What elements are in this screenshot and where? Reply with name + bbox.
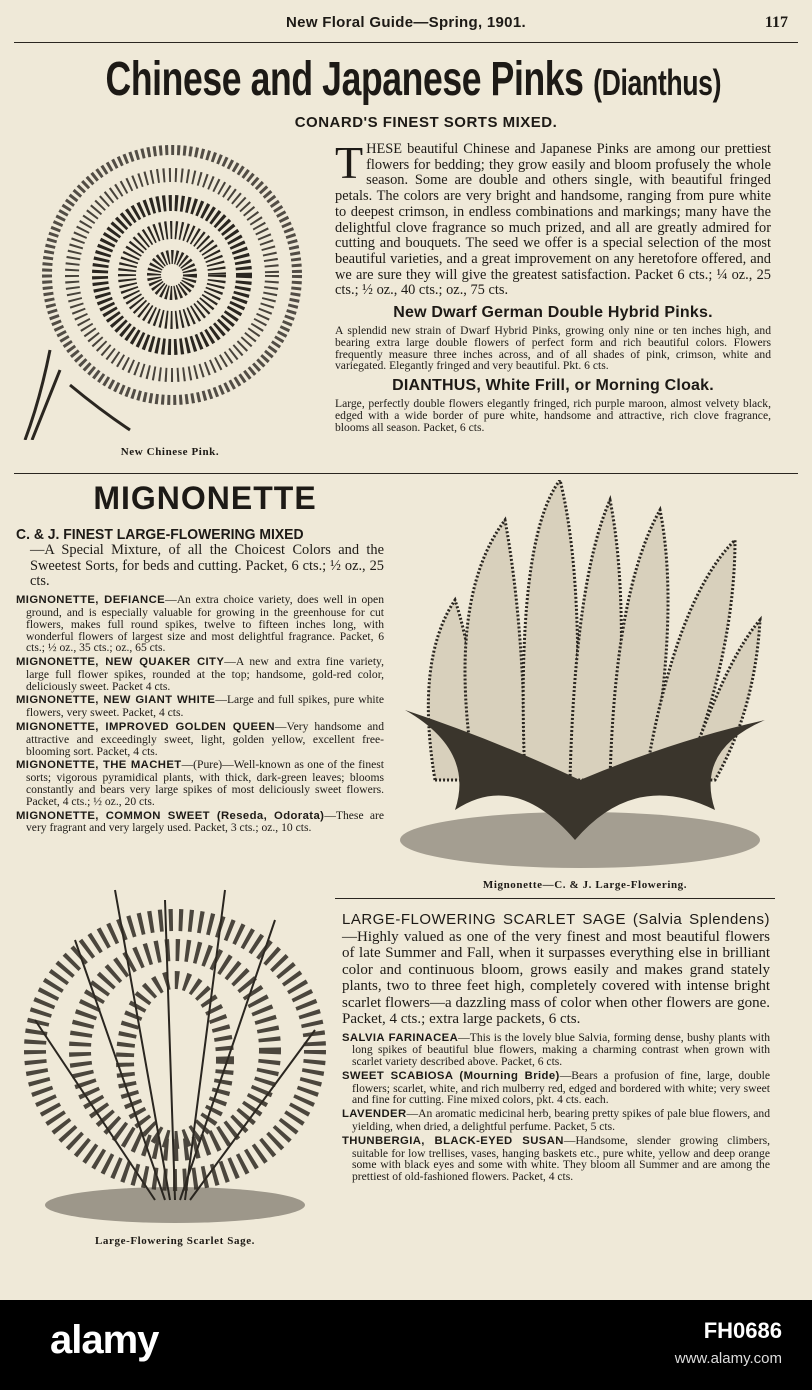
- entry-name: MIGNONETTE, THE MACHET: [16, 759, 182, 772]
- entry-text: —Handsome, slender growing climbers, suitable for low trellises, vases, hanging baskets etc., pure white, yellow and deep orange some with black eyes and some with white. They bloom all Summer and are among the prettiest of old-fashioned flowers. Packet, 4 cts.: [352, 1133, 771, 1184]
- entry-name: SWEET SCABIOSA (Mourning Bride): [342, 1069, 560, 1082]
- section-rule: [14, 473, 798, 474]
- entry-text: —An aromatic medicinal herb, bearing pretty spikes of pale blue flowers, and yielding, when dried, a delightful perfume. Packet, 5 cts.: [352, 1107, 770, 1134]
- entry-text: —These are very fragrant and very largely used. Packet, 3 cts.; oz., 10 cts.: [26, 808, 385, 835]
- mignonette-illustration: [395, 480, 773, 875]
- chinese-pink-caption: New Chinese Pink.: [120, 446, 220, 458]
- alamy-logo: alamy: [50, 1318, 159, 1362]
- entry-name: SALVIA FARINACEA: [342, 1031, 459, 1044]
- scarlet-sage-caption: Large-Flowering Scarlet Sage.: [94, 1235, 256, 1247]
- pinks-intro: HESE beautiful Chinese and Japanese Pinks are among our prettiest flowers for bedding; they grow easily and bloom profusely the whole season. Some are double and others single, with beautiful fringed petals. The colors are very bright and handsome, ranging from pure white to deepest crimson, in endless combinations and markings; many have the delightful clove fragrance so much prized, and all are greatly admired for cutting and bouquets. The seed we offer is a special selection of the most beautiful varieties, and a great improvement on any heretofore offered, and we are sure they will give the greatest satisfaction. Packet 6 cts.; ¼ oz., 25 cts.; ½ oz., 40 cts.; oz., 75 cts.: [335, 141, 771, 299]
- catalog-entry: [16, 810, 384, 835]
- catalog-entry: [342, 1108, 770, 1133]
- dwarf-pinks-text: A splendid new strain of Dwarf Hybrid Pinks, growing only nine or ten inches high, and bearing extra large double flowers of perfect form and rich beautiful colors. Flowers frequently measure three inches across, and of all shades of pink, crimson, white and variegated. Elegantly fringed and very beautiful. Pkt. 6 cts.: [335, 324, 771, 373]
- mixed-text: —A Special Mixture, of all the Choicest Colors and the Sweetest Sorts, for beds and cutting. Packet, 6 cts.; ½ oz., 25 cts.: [30, 542, 384, 590]
- watermark-url: www.alamy.com: [674, 1350, 782, 1367]
- entry-text: —This is the lovely blue Salvia, forming dense, bushy plants with long spikes of beautiful blue flowers, making a charming contrast when grown with scarlet variety described above. Packet, 6 cts.: [352, 1030, 770, 1069]
- page-title: [105, 52, 722, 107]
- drop-cap: T: [335, 137, 364, 188]
- catalog-entry: [342, 1070, 770, 1106]
- entry-name: MIGNONETTE, NEW GIANT WHITE: [16, 694, 216, 707]
- catalog-entry: [342, 1135, 770, 1183]
- dwarf-pinks-heading: New Dwarf German Double Hybrid Pinks.: [393, 304, 713, 322]
- scarlet-sage-illustration: [15, 880, 333, 1230]
- white-frill-text: Large, perfectly double flowers elegantly fringed, rich purple maroon, almost velvety black, edged with a wide border of pure white, handsome and attractive, rich clove fragrance, blooms all season. Packet, 6 cts.: [335, 397, 771, 434]
- mignonette-heading: MIGNONETTE: [93, 480, 317, 516]
- page-number: 117: [764, 14, 788, 31]
- mignonette-list: [16, 526, 384, 836]
- subtitle: CONARD'S FINEST SORTS MIXED.: [294, 114, 558, 131]
- title-scientific: (Dianthus): [593, 62, 722, 103]
- entry-text: —Large and full spikes, pure white flowers, very sweet. Packet, 4 cts.: [26, 693, 384, 720]
- entry-text: —An extra choice variety, does well in open ground, and is especially valuable for growing in the greenhouse for cut flowers, makes full round spikes, twelve to fifteen inches long, with wonderful flowers of largest size and most delightful fragrance. Packet, 6 cts.; ½ oz., 35 cts.; oz., 65 cts.: [26, 593, 384, 655]
- entry-name: MIGNONETTE, DEFIANCE: [16, 594, 166, 607]
- catalog-entry: [16, 721, 384, 757]
- header-rule: [14, 42, 798, 43]
- entry-name: LAVENDER: [342, 1108, 407, 1121]
- sage-rule: [335, 898, 775, 899]
- sage-section: [342, 912, 770, 1185]
- catalog-entry: [16, 594, 384, 654]
- catalog-entry: [16, 759, 384, 807]
- sage-text: —Highly valued as one of the very finest and most beautiful flowers of late Summer and Fall, when it surpasses everything else in brilliant color and continuous bloom, grows easily and makes grand stately plants, two to three feet high, completely covered with intense bright scarlet flowers—a dazzling mass of color when other flowers are gone. Packet, 4 cts.; extra large packets, 6 cts.: [342, 928, 770, 1027]
- entry-name: THUNBERGIA, BLACK-EYED SUSAN: [342, 1134, 564, 1147]
- catalog-entry: [16, 694, 384, 719]
- catalog-entry: [342, 1032, 770, 1068]
- sage-heading: LARGE-FLOWERING SCARLET SAGE (Salvia Splendens): [342, 911, 770, 928]
- entry-name: MIGNONETTE, IMPROVED GOLDEN QUEEN: [16, 721, 275, 734]
- entry-text: —(Pure)—Well-known as one of the finest sorts; vigorous pyramidical plants, with thick, dark-green leaves; blooms constantly and bears very large spikes of most deliciously sweet flowers. Packet, 4 cts.; ½ oz., 20 cts.: [26, 758, 384, 808]
- image-id: FH0686: [703, 1318, 782, 1343]
- chinese-pink-illustration: [20, 140, 320, 440]
- title-main: Chinese and Japanese Pinks: [105, 53, 584, 106]
- pinks-description: [335, 137, 771, 434]
- entry-text: —Bears a profusion of fine, large, double flowers; scarlet, white, and rich mulberry red, edged and bordered with white; very sweet and fine for cutting. Fine mixed colors, pkt. 4 cts. each.: [352, 1068, 770, 1107]
- entry-text: —Very handsome and attractive and exceedingly sweet, light, golden yellow, excellent free-blooming sort. Packet, 4 cts.: [26, 720, 385, 758]
- mixed-heading: C. & J. FINEST LARGE-FLOWERING MIXED: [16, 526, 304, 543]
- running-title: New Floral Guide—Spring, 1901.: [286, 14, 526, 31]
- mignonette-caption: Mignonette—C. & J. Large-Flowering.: [482, 879, 688, 891]
- entry-name: MIGNONETTE, COMMON SWEET (Reseda, Odorata): [16, 809, 325, 822]
- catalog-entry: [16, 656, 384, 692]
- white-frill-heading: DIANTHUS, White Frill, or Morning Cloak.: [392, 377, 714, 395]
- entry-text: —A new and extra fine variety, large full flower spikes, rounded at the top; handsome, gold-red color, deliciously sweet. Packet 4 cts.: [26, 655, 384, 693]
- entry-name: MIGNONETTE, NEW QUAKER CITY: [16, 656, 225, 669]
